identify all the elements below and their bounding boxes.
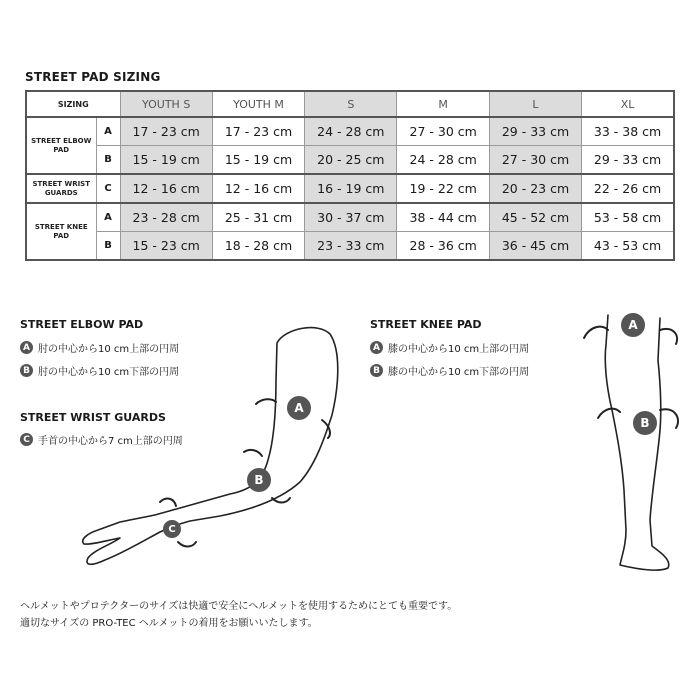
knee-a-text: 膝の中心から10 cm上部の円周 — [388, 344, 530, 355]
group-label: STREET WRIST GUARDS — [26, 174, 96, 203]
arm-badge-a: A — [287, 396, 311, 420]
size-col-header: M — [397, 91, 489, 117]
table-cell: 30 - 37 cm — [305, 203, 397, 232]
letter-c-badge: C — [20, 433, 33, 446]
row-letter: B — [96, 146, 120, 175]
group-label: STREET ELBOW PAD — [26, 117, 96, 174]
size-col-header: YOUTH S — [120, 91, 212, 117]
arrow-leg-b-left — [598, 409, 620, 418]
arrow-leg-a-left — [584, 327, 608, 338]
table-cell: 22 - 26 cm — [582, 174, 674, 203]
table-cell: 20 - 25 cm — [305, 146, 397, 175]
letter-b-badge: B — [20, 364, 33, 377]
arrow-arm-a-left — [256, 399, 276, 404]
arrow-leg-b-right — [660, 409, 678, 428]
group-label: STREET KNEE PAD — [26, 203, 96, 260]
arrow-wrist-bottom — [178, 542, 196, 547]
elbow-b-text: 肘の中心から10 cm下部の円周 — [38, 367, 180, 378]
size-col-header: S — [305, 91, 397, 117]
size-col-header: L — [489, 91, 581, 117]
table-cell: 23 - 33 cm — [305, 232, 397, 261]
table-cell: 17 - 23 cm — [212, 117, 304, 146]
table-cell: 29 - 33 cm — [582, 146, 674, 175]
knee-b-text: 膝の中心から10 cm下部の円周 — [388, 367, 530, 378]
wrist-guards-heading: STREET WRIST GUARDS — [20, 411, 166, 424]
table-cell: 16 - 19 cm — [305, 174, 397, 203]
arrow-arm-b-left — [244, 450, 262, 456]
wrist-c-text: 手首の中心から7 cm上部の円周 — [38, 436, 183, 447]
table-cell: 45 - 52 cm — [489, 203, 581, 232]
table-cell: 17 - 23 cm — [120, 117, 212, 146]
table-cell: 24 - 28 cm — [397, 146, 489, 175]
table-cell: 15 - 23 cm — [120, 232, 212, 261]
knee-pad-heading: STREET KNEE PAD — [370, 318, 482, 331]
note-line-2: 適切なサイズの PRO-TEC ヘルメットの着用をお願いいたします。 — [20, 618, 318, 629]
row-letter: B — [96, 232, 120, 261]
row-letter: A — [96, 203, 120, 232]
table-cell: 15 - 19 cm — [212, 146, 304, 175]
arm-outline — [83, 328, 338, 565]
table-cell: 23 - 28 cm — [120, 203, 212, 232]
page-title: STREET PAD SIZING — [25, 70, 161, 84]
table-cell: 15 - 19 cm — [120, 146, 212, 175]
arm-badge-c: C — [163, 520, 181, 538]
elbow-pad-heading: STREET ELBOW PAD — [20, 318, 144, 331]
size-col-header: XL — [582, 91, 674, 117]
leg-badge-a: A — [621, 313, 645, 337]
table-cell: 12 - 16 cm — [212, 174, 304, 203]
table-cell: 28 - 36 cm — [397, 232, 489, 261]
letter-a-badge: A — [20, 341, 33, 354]
table-cell: 24 - 28 cm — [305, 117, 397, 146]
elbow-a-text: 肘の中心から10 cm上部の円周 — [38, 344, 180, 355]
table-cell: 38 - 44 cm — [397, 203, 489, 232]
table-cell: 18 - 28 cm — [212, 232, 304, 261]
arrow-leg-a-right — [660, 329, 677, 344]
row-letter: A — [96, 117, 120, 146]
table-cell: 29 - 33 cm — [489, 117, 581, 146]
table-cell: 43 - 53 cm — [582, 232, 674, 261]
table-cell: 36 - 45 cm — [489, 232, 581, 261]
row-letter: C — [96, 174, 120, 203]
table-cell: 27 - 30 cm — [397, 117, 489, 146]
letter-a-badge: A — [370, 341, 383, 354]
table-cell: 19 - 22 cm — [397, 174, 489, 203]
arrow-wrist-top — [160, 499, 176, 506]
size-col-header: YOUTH M — [212, 91, 304, 117]
table-cell: 53 - 58 cm — [582, 203, 674, 232]
table-cell: 25 - 31 cm — [212, 203, 304, 232]
table-cell: 20 - 23 cm — [489, 174, 581, 203]
arm-badge-b: B — [247, 468, 271, 492]
leg-badge-b: B — [633, 411, 657, 435]
sizing-header: SIZING — [26, 91, 120, 117]
leg-outline — [605, 315, 669, 570]
table-cell: 27 - 30 cm — [489, 146, 581, 175]
table-cell: 33 - 38 cm — [582, 117, 674, 146]
table-cell: 12 - 16 cm — [120, 174, 212, 203]
note-line-1: ヘルメットやプロテクターのサイズは快適で安全にヘルメットを使用するためにとても重要です。 — [20, 601, 458, 612]
letter-b-badge: B — [370, 364, 383, 377]
